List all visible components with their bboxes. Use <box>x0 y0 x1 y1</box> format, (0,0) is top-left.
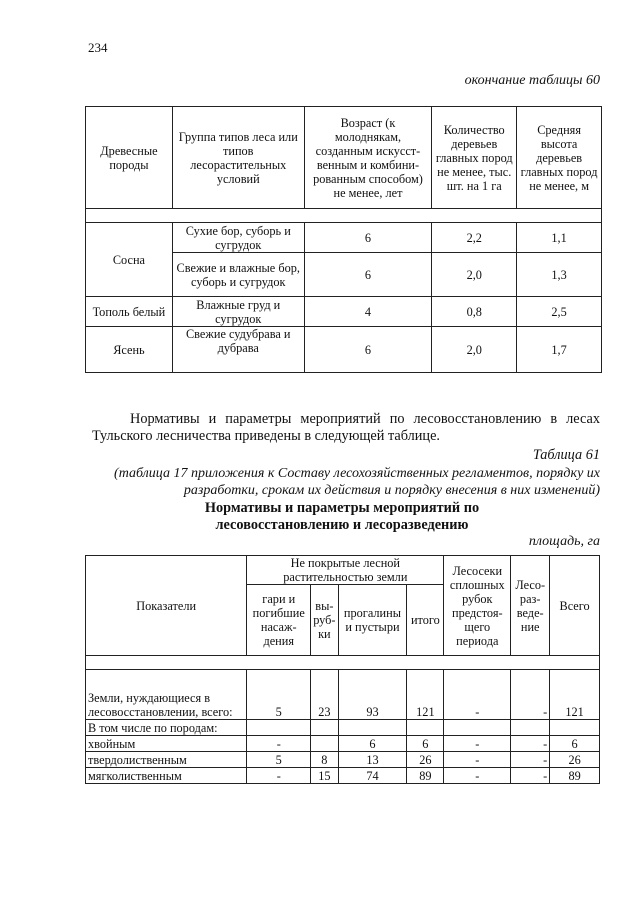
table-spacer-row <box>86 209 602 223</box>
cell-age: 6 <box>304 223 432 253</box>
cell-height: 2,5 <box>517 297 602 327</box>
cell-group: Свежие судубрава и дубрава <box>172 327 304 373</box>
cell-afforestation: - <box>511 736 550 752</box>
cell-species: Сосна <box>86 223 173 297</box>
cell-label: твердолиственным <box>86 752 247 768</box>
cell-label: В том числе по породам: <box>86 720 247 736</box>
cell-total <box>550 720 600 736</box>
cell-group: Сухие бор, суборь и сугрудок <box>172 223 304 253</box>
cell-clearcut: - <box>444 670 511 720</box>
cell-total: 89 <box>550 768 600 784</box>
table-61 <box>85 555 600 784</box>
cell-cuttings <box>311 720 338 736</box>
cell-glades: 93 <box>338 670 407 720</box>
cell-cuttings: 23 <box>311 670 338 720</box>
cell-count: 2,0 <box>432 253 517 297</box>
table-row <box>86 720 600 736</box>
header-glades: прогалины и пустыри <box>338 585 407 656</box>
cell-clearcut <box>444 720 511 736</box>
cell-burned <box>247 720 311 736</box>
cell-subtotal: 26 <box>407 752 444 768</box>
table-row <box>86 752 600 768</box>
cell-glades <box>338 720 407 736</box>
table-61-label: Таблица 61 <box>532 447 600 463</box>
title-line-1: Нормативы и параметры мероприятий по <box>204 500 480 516</box>
cell-count: 2,2 <box>432 223 517 253</box>
table-header-row <box>86 107 602 209</box>
header-height: Средняя высота деревьев главных пород не менее, м <box>517 107 602 209</box>
cell-label: мягколиственным <box>86 768 247 784</box>
cell-clearcut: - <box>444 736 511 752</box>
cell-total: 121 <box>550 670 600 720</box>
cell-glades: 13 <box>338 752 407 768</box>
cell-group: Свежие и влажные бор, суборь и сугрудок <box>172 253 304 297</box>
cell-count: 2,0 <box>432 327 517 373</box>
table-header-row <box>86 556 600 585</box>
header-subtotal: итого <box>407 585 444 656</box>
table-row <box>86 768 600 784</box>
cell-subtotal: 89 <box>407 768 444 784</box>
spacer-cell <box>86 209 602 223</box>
header-afforestation: Лесо-раз-веде-ние <box>511 556 550 656</box>
table-row <box>86 670 600 720</box>
cell-count: 0,8 <box>432 297 517 327</box>
cell-cuttings: 8 <box>311 752 338 768</box>
cell-age: 4 <box>304 297 432 327</box>
table-row <box>86 736 600 752</box>
cell-label: хвойным <box>86 736 247 752</box>
cell-subtotal: 121 <box>407 670 444 720</box>
cell-subtotal: 6 <box>407 736 444 752</box>
table-60 <box>85 106 602 373</box>
cell-clearcut: - <box>444 768 511 784</box>
cell-species: Ясень <box>86 327 173 373</box>
header-count: Количество деревьев главных пород не менее, тыс. шт. на 1 га <box>432 107 517 209</box>
cell-group: Влажные груд и сугрудок <box>172 297 304 327</box>
cell-age: 6 <box>304 253 432 297</box>
cell-burned: 5 <box>247 752 311 768</box>
intro-text: Нормативы и параметры мероприятий по лесовосстановлению в лесах Тульского лесничества приведены в следующей таблице. <box>92 411 600 444</box>
header-not-covered: Не покрытые лесной растительностью земли <box>247 556 444 585</box>
cell-afforestation <box>511 720 550 736</box>
cell-species: Тополь белый <box>86 297 173 327</box>
header-clearcut: Лесосеки сплошных рубок предстоя-щего периода <box>444 556 511 656</box>
cell-burned: 5 <box>247 670 311 720</box>
header-cuttings: вы-руб-ки <box>311 585 338 656</box>
cell-afforestation: - <box>511 752 550 768</box>
table-row <box>86 223 602 253</box>
cell-height: 1,1 <box>517 223 602 253</box>
page-number: 234 <box>88 40 108 55</box>
cell-total: 26 <box>550 752 600 768</box>
header-total: Всего <box>550 556 600 656</box>
cell-clearcut: - <box>444 752 511 768</box>
header-indicators: Показатели <box>86 556 247 656</box>
table-spacer-row <box>86 656 600 670</box>
cell-height: 1,7 <box>517 327 602 373</box>
cell-cuttings: 15 <box>311 768 338 784</box>
cell-cuttings <box>311 736 338 752</box>
cell-burned: - <box>247 736 311 752</box>
table-row <box>86 327 602 373</box>
header-group: Группа типов леса или типов лесорастительных условий <box>172 107 304 209</box>
units-label: площадь, га <box>528 534 600 549</box>
cell-glades: 74 <box>338 768 407 784</box>
cell-afforestation: - <box>511 670 550 720</box>
table-row <box>86 297 602 327</box>
cell-label: Земли, нуждающиеся в лесовосстановлении, всего: <box>86 670 247 720</box>
intro-paragraph <box>92 411 600 445</box>
cell-age: 6 <box>304 327 432 373</box>
header-age: Возраст (к молоднякам, созданным искусст-венным и комбини-рованным способом) не менее, лет <box>304 107 432 209</box>
title-line-2: лесовосстановлению и лесоразведению <box>215 517 469 533</box>
cell-height: 1,3 <box>517 253 602 297</box>
continuation-title: окончание таблицы 60 <box>464 73 600 88</box>
table-61-source: (таблица 17 приложения к Составу лесохозяйственных регламентов, порядку их разработки, срокам их действия и порядку внесения в них изменений) <box>114 466 600 498</box>
cell-afforestation: - <box>511 768 550 784</box>
header-burned: гари и погибшие насаж-дения <box>247 585 311 656</box>
table-61-title <box>88 500 596 534</box>
spacer-cell <box>86 656 600 670</box>
cell-subtotal <box>407 720 444 736</box>
header-species: Древесные породы <box>86 107 173 209</box>
cell-total: 6 <box>550 736 600 752</box>
cell-glades: 6 <box>338 736 407 752</box>
cell-burned: - <box>247 768 311 784</box>
